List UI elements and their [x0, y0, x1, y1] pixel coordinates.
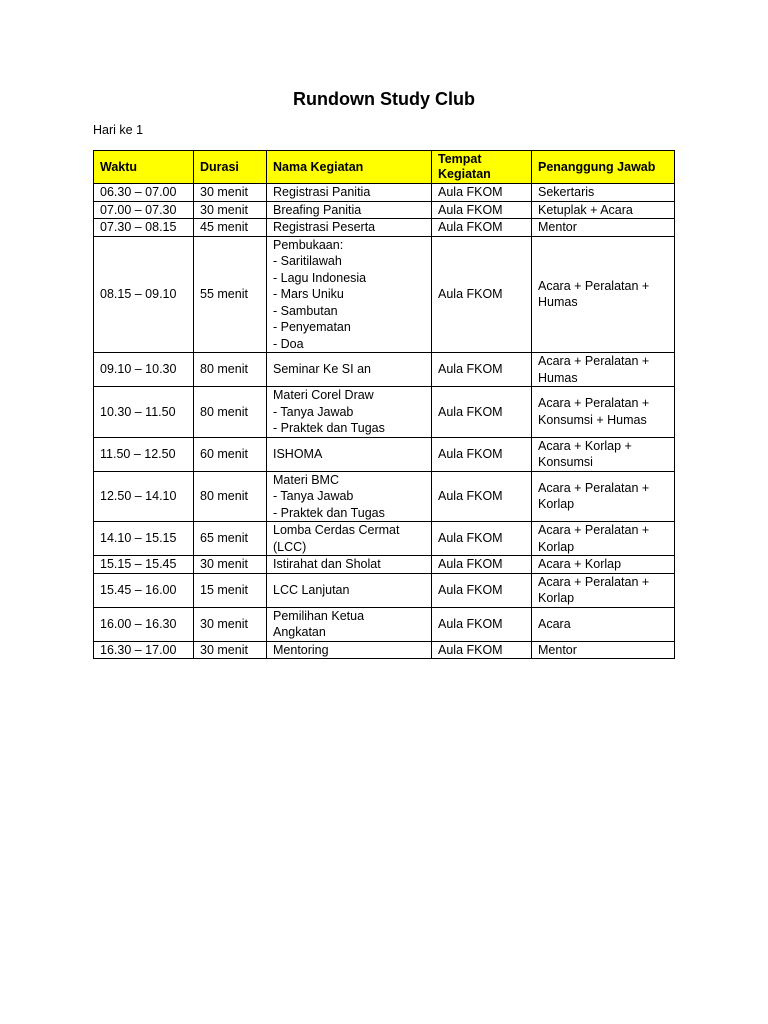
cell-nama-kegiatan-line: Pembukaan: [273, 237, 344, 252]
table-row [94, 387, 675, 438]
cell-nama-kegiatan-line: Seminar Ke SI an [273, 362, 371, 377]
cell-nama-kegiatan-line: Registrasi Peserta [273, 220, 376, 234]
cell-tempat-kegiatan: Aula FKOM [432, 387, 532, 438]
cell-penanggung-jawab-line: Acara + Peralatan + [538, 278, 650, 293]
cell-penanggung-jawab [532, 387, 675, 438]
cell-waktu: 09.10 – 10.30 [94, 353, 194, 387]
header-penanggung-jawab: Penanggung Jawab [532, 151, 675, 184]
cell-waktu: 11.50 – 12.50 [94, 437, 194, 471]
cell-penanggung-jawab [532, 607, 675, 641]
cell-nama-kegiatan-line: Pemilihan Ketua [273, 608, 365, 623]
cell-penanggung-jawab-line: Humas [538, 370, 578, 385]
cell-penanggung-jawab-line: Mentor [538, 642, 577, 657]
cell-tempat-kegiatan: Aula FKOM [432, 353, 532, 387]
cell-penanggung-jawab [532, 471, 675, 522]
cell-penanggung-jawab [532, 236, 675, 353]
cell-penanggung-jawab-line: Acara [538, 616, 571, 631]
cell-nama-kegiatan [267, 471, 432, 522]
cell-durasi: 45 menit [194, 219, 267, 237]
cell-penanggung-jawab-line: Ketuplak + Acara [538, 202, 633, 217]
cell-waktu: 15.15 – 15.45 [94, 556, 194, 574]
cell-tempat-kegiatan: Aula FKOM [432, 201, 532, 219]
cell-penanggung-jawab [532, 353, 675, 387]
cell-penanggung-jawab [532, 201, 675, 219]
cell-nama-kegiatan-line: LCC Lanjutan [273, 582, 350, 597]
cell-penanggung-jawab [532, 641, 675, 659]
cell-durasi: 80 menit [194, 387, 267, 438]
cell-durasi: 30 menit [194, 556, 267, 574]
cell-durasi: 65 menit [194, 522, 267, 556]
cell-nama-kegiatan-line: Breafing Panitia [273, 202, 362, 217]
cell-tempat-kegiatan: Aula FKOM [432, 607, 532, 641]
cell-penanggung-jawab-line: Acara + Peralatan + [538, 523, 650, 537]
cell-nama-kegiatan-line: - Doa [273, 336, 304, 351]
table-row [94, 184, 675, 202]
cell-nama-kegiatan-line: Istirahat dan Sholat [273, 557, 381, 571]
cell-nama-kegiatan-line: Angkatan [273, 625, 326, 639]
cell-nama-kegiatan [267, 184, 432, 202]
table-row [94, 641, 675, 659]
cell-nama-kegiatan-line: - Tanya Jawab [273, 489, 354, 503]
cell-penanggung-jawab [532, 556, 675, 574]
cell-penanggung-jawab-line: Mentor [538, 220, 577, 234]
cell-nama-kegiatan-line: - Tanya Jawab [273, 404, 354, 419]
cell-penanggung-jawab [532, 522, 675, 556]
cell-durasi: 30 menit [194, 641, 267, 659]
cell-nama-kegiatan-line: - Sambutan [273, 303, 338, 318]
table-row [94, 607, 675, 641]
day-label: Hari ke 1 [93, 123, 144, 137]
cell-penanggung-jawab-line: Korlap [538, 539, 575, 554]
cell-penanggung-jawab-line: Acara + Korlap [538, 557, 622, 571]
cell-durasi: 30 menit [194, 201, 267, 219]
cell-nama-kegiatan-line: - Praktek dan Tugas [273, 421, 385, 435]
header-nama-kegiatan: Nama Kegiatan [267, 151, 432, 184]
cell-penanggung-jawab-line: Korlap [538, 497, 575, 512]
cell-penanggung-jawab-line: Konsumsi [538, 455, 593, 469]
cell-nama-kegiatan-line: Mentoring [273, 642, 329, 657]
cell-waktu: 07.30 – 08.15 [94, 219, 194, 237]
table-body [94, 184, 675, 659]
cell-tempat-kegiatan: Aula FKOM [432, 219, 532, 237]
table-row [94, 201, 675, 219]
cell-penanggung-jawab [532, 573, 675, 607]
table-row [94, 437, 675, 471]
table-row [94, 471, 675, 522]
cell-durasi: 30 menit [194, 184, 267, 202]
cell-nama-kegiatan [267, 522, 432, 556]
cell-nama-kegiatan [267, 201, 432, 219]
cell-durasi: 55 menit [194, 236, 267, 353]
cell-nama-kegiatan-line: Lomba Cerdas Cermat [273, 523, 400, 537]
cell-durasi: 15 menit [194, 573, 267, 607]
cell-waktu: 12.50 – 14.10 [94, 471, 194, 522]
table-row [94, 522, 675, 556]
cell-penanggung-jawab-line: Humas [538, 295, 578, 310]
cell-waktu: 07.00 – 07.30 [94, 201, 194, 219]
cell-tempat-kegiatan: Aula FKOM [432, 641, 532, 659]
cell-penanggung-jawab-line: Acara + Peralatan + [538, 396, 650, 411]
cell-penanggung-jawab-line: Konsumsi + Humas [538, 412, 647, 427]
cell-nama-kegiatan [267, 437, 432, 471]
cell-tempat-kegiatan: Aula FKOM [432, 573, 532, 607]
cell-durasi: 80 menit [194, 353, 267, 387]
cell-durasi: 30 menit [194, 607, 267, 641]
cell-nama-kegiatan-line: (LCC) [273, 539, 307, 554]
cell-nama-kegiatan [267, 236, 432, 353]
cell-nama-kegiatan-line: Registrasi Panitia [273, 185, 371, 199]
cell-nama-kegiatan-line: - Penyematan [273, 320, 351, 334]
cell-nama-kegiatan [267, 607, 432, 641]
cell-waktu: 14.10 – 15.15 [94, 522, 194, 556]
cell-nama-kegiatan [267, 387, 432, 438]
rundown-table [93, 150, 675, 659]
cell-penanggung-jawab-line: Acara + Korlap + [538, 438, 632, 453]
header-waktu: Waktu [94, 151, 194, 184]
cell-penanggung-jawab-line: Acara + Peralatan + [538, 480, 650, 495]
page-title: Rundown Study Club [293, 89, 475, 109]
table-row [94, 353, 675, 387]
cell-durasi: 80 menit [194, 471, 267, 522]
table-header [94, 151, 675, 184]
header-row [94, 151, 675, 184]
cell-tempat-kegiatan: Aula FKOM [432, 184, 532, 202]
cell-durasi: 60 menit [194, 437, 267, 471]
cell-nama-kegiatan [267, 641, 432, 659]
cell-penanggung-jawab [532, 219, 675, 237]
cell-tempat-kegiatan: Aula FKOM [432, 437, 532, 471]
cell-nama-kegiatan-line: ISHOMA [273, 446, 323, 461]
table-row [94, 573, 675, 607]
cell-waktu: 08.15 – 09.10 [94, 236, 194, 353]
cell-penanggung-jawab-line: Acara + Peralatan + [538, 574, 650, 589]
cell-waktu: 15.45 – 16.00 [94, 573, 194, 607]
cell-nama-kegiatan-line: - Saritilawah [273, 254, 342, 268]
cell-penanggung-jawab [532, 184, 675, 202]
table-row [94, 556, 675, 574]
header-durasi: Durasi [194, 151, 267, 184]
table-row [94, 219, 675, 237]
cell-tempat-kegiatan: Aula FKOM [432, 556, 532, 574]
cell-nama-kegiatan-line: - Praktek dan Tugas [273, 505, 385, 520]
cell-nama-kegiatan [267, 353, 432, 387]
cell-penanggung-jawab-line: Acara + Peralatan + [538, 354, 650, 368]
cell-nama-kegiatan-line: Materi BMC [273, 472, 339, 487]
cell-penanggung-jawab [532, 437, 675, 471]
cell-nama-kegiatan [267, 556, 432, 574]
cell-nama-kegiatan-line: - Lagu Indonesia [273, 270, 367, 285]
cell-penanggung-jawab-line: Sekertaris [538, 185, 595, 199]
cell-nama-kegiatan-line: - Mars Uniku [273, 287, 344, 301]
cell-nama-kegiatan [267, 573, 432, 607]
cell-waktu: 16.00 – 16.30 [94, 607, 194, 641]
cell-tempat-kegiatan: Aula FKOM [432, 522, 532, 556]
header-tempat-kegiatan: Tempat Kegiatan [432, 151, 532, 184]
cell-waktu: 10.30 – 11.50 [94, 387, 194, 438]
table-row [94, 236, 675, 353]
cell-tempat-kegiatan: Aula FKOM [432, 471, 532, 522]
cell-nama-kegiatan-line: Materi Corel Draw [273, 388, 374, 402]
cell-nama-kegiatan [267, 219, 432, 237]
cell-waktu: 06.30 – 07.00 [94, 184, 194, 202]
cell-penanggung-jawab-line: Korlap [538, 591, 575, 605]
cell-tempat-kegiatan: Aula FKOM [432, 236, 532, 353]
cell-waktu: 16.30 – 17.00 [94, 641, 194, 659]
